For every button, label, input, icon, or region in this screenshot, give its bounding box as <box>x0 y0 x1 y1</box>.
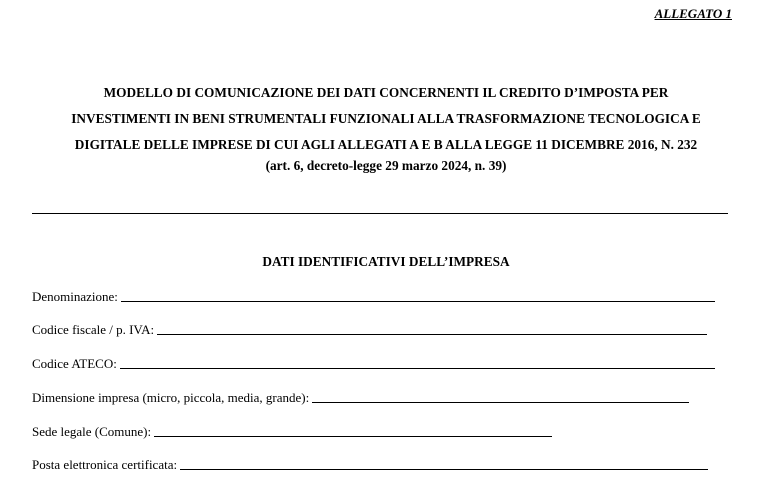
title-line-1: MODELLO DI COMUNICAZIONE DEI DATI CONCERNENTI IL CREDITO D’IMPOSTA PER <box>103 85 669 100</box>
allegato-label: ALLEGATO 1 <box>654 6 732 21</box>
input-line-sede-legale[interactable] <box>154 436 552 437</box>
input-line-dimensione[interactable] <box>312 402 689 403</box>
label-codice-fiscale: Codice fiscale / p. IVA: <box>32 322 155 337</box>
input-line-denominazione[interactable] <box>121 301 715 302</box>
section-heading: DATI IDENTIFICATIVI DELL’IMPRESA <box>262 254 510 269</box>
field-codice-fiscale <box>32 320 707 338</box>
field-denominazione <box>32 287 715 305</box>
document-subtitle: (art. 6, decreto-legge 29 marzo 2024, n. 39) <box>265 158 507 173</box>
field-codice-ateco <box>32 354 715 372</box>
field-sede-legale <box>32 422 552 440</box>
input-line-codice-ateco[interactable] <box>120 368 715 369</box>
label-sede-legale: Sede legale (Comune): <box>32 424 152 439</box>
label-denominazione: Denominazione: <box>32 289 118 304</box>
input-line-pec[interactable] <box>180 469 708 470</box>
input-line-codice-fiscale[interactable] <box>157 334 707 335</box>
title-line-3: DIGITALE DELLE IMPRESE DI CUI AGLI ALLEGATI A E B ALLA LEGGE 11 DICEMBRE 2016, N. 232 <box>74 137 698 152</box>
field-pec <box>32 455 708 473</box>
document-title <box>30 80 742 158</box>
label-dimensione: Dimensione impresa (micro, piccola, media, grande): <box>32 390 310 405</box>
label-codice-ateco: Codice ATECO: <box>32 356 117 371</box>
title-line-2: INVESTIMENTI IN BENI STRUMENTALI FUNZIONALI ALLA TRASFORMAZIONE TECNOLOGICA E <box>71 111 701 126</box>
label-pec: Posta elettronica certificata: <box>32 457 178 472</box>
horizontal-separator <box>32 213 728 214</box>
field-dimensione <box>32 388 689 406</box>
